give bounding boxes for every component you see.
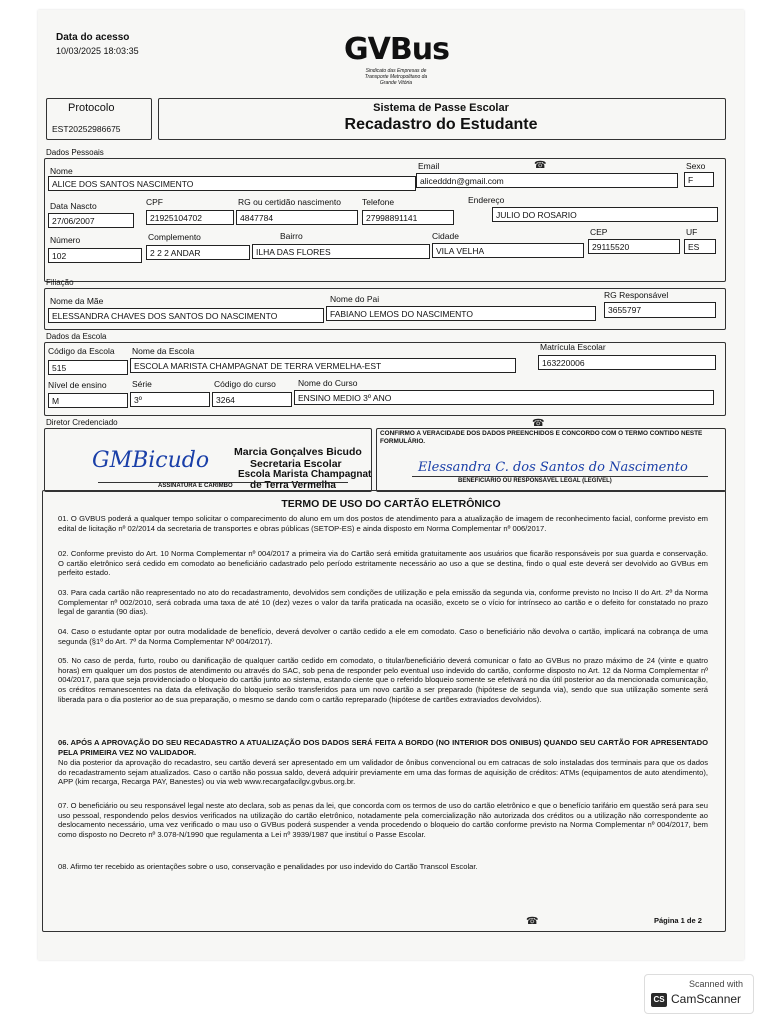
course-code-field[interactable]: 3264: [212, 392, 292, 407]
course-name-label: Nome do Curso: [298, 378, 358, 388]
cpf-label: CPF: [146, 197, 163, 207]
enroll-label: Matrícula Escolar: [540, 342, 606, 352]
number-field[interactable]: 102: [48, 248, 142, 263]
terms-clause-04: 04. Caso o estudante optar por outra modalidade de benefício, deverá devolver o cartão cedido a ele em comodato. Caso o beneficiário não devolva o cartão, implicará na cobrança de uma segunda (§1º do Art. 7º da Norma Complementar Nº 004/2017).: [58, 627, 708, 646]
scan-mark-icon: ☎: [526, 916, 539, 927]
confirm-text: CONFIRMO A VERACIDADE DOS DADOS PREENCHIDOS E CONCORDO COM O TERMO CONTIDO NESTE FORMULÁRIO.: [380, 430, 703, 445]
terms-clause-06: 06. APÓS A APROVAÇÃO DO SEU RECADASTRO A ATUALIZAÇÃO DOS DADOS SERÁ FEITA A BORDO (NO INTERIOR DOS ONIBUS) QUANDO SEU CARTÃO FOR APRESENTADO PELA PRIMEIRA VEZ NO VALIDADOR.: [58, 738, 708, 757]
guardian-signature: Elessandra C. dos Santos do Nascimento: [418, 460, 688, 475]
school-section-title: Dados da Escola: [46, 332, 107, 341]
school-name-field[interactable]: ESCOLA MARISTA CHAMPAGNAT DE TERRA VERMELHA-EST: [130, 358, 516, 373]
terms-clause-02: 02. Conforme previsto do Art. 10 Norma Complementar nº 004/2017 a primeira via do Cartão será emitida gratuitamente aos usuários que ficarão responsáveis por sua guarda e conservação. O cartão eletrônico será cedido em comodato ao beneficiário cadastrado pelo período estritamente necessário ao uso a que se destina, findo o qual este deverá ser devolvido ao GVBus em perfeito estado.: [58, 549, 708, 578]
stamp-name: Marcia Gonçalves Bicudo: [234, 446, 362, 458]
rg-resp-field[interactable]: 3655797: [604, 302, 716, 318]
level-label: Nível de ensino: [48, 380, 107, 390]
father-field[interactable]: FABIANO LEMOS DO NASCIMENTO: [326, 306, 596, 321]
terms-title: TERMO DE USO DO CARTÃO ELETRÔNICO: [281, 498, 501, 510]
form-sheet: [38, 10, 744, 960]
phone-label: Telefone: [362, 197, 395, 207]
phone-field[interactable]: 27998891141: [362, 210, 454, 225]
city-field[interactable]: VILA VELHA: [432, 243, 584, 258]
birth-field[interactable]: 27/06/2007: [48, 213, 134, 228]
name-field[interactable]: ALICE DOS SANTOS NASCIMENTO: [48, 176, 416, 191]
district-label: Bairro: [280, 231, 303, 241]
cpf-field[interactable]: 21925104702: [146, 210, 234, 225]
director-signature: GMBicudo: [92, 448, 210, 473]
district-field[interactable]: ILHA DAS FLORES: [252, 244, 430, 259]
address-label: Endereço: [468, 195, 505, 205]
enroll-field[interactable]: 163220006: [538, 355, 716, 370]
mother-label: Nome da Mãe: [50, 296, 104, 306]
mother-field[interactable]: ELESSANDRA CHAVES DOS SANTOS DO NASCIMENTO: [48, 308, 324, 323]
birth-label: Data Nascto: [50, 201, 97, 211]
name-label: Nome: [50, 166, 73, 176]
zip-label: CEP: [590, 227, 608, 237]
complement-field[interactable]: 2 2 2 ANDAR: [146, 245, 250, 260]
zip-field[interactable]: 29115520: [588, 239, 680, 254]
complement-label: Complemento: [148, 232, 201, 242]
terms-clause-08: 08. Afirmo ter recebido as orientações sobre o uso, conservação e penalidades por uso indevido do Cartão Transcol Escolar.: [58, 862, 478, 871]
scan-mark-icon: ☎: [532, 418, 545, 429]
director-section-title: Diretor Credenciado: [46, 418, 118, 427]
protocol-label: Protocolo: [68, 102, 115, 114]
level-field[interactable]: M: [48, 393, 128, 408]
number-label: Número: [50, 235, 81, 245]
terms-clause-01: 01. O GVBUS poderá a qualquer tempo solicitar o comparecimento do aluno em um dos postos de atendimento para a atualização de imagem de reconhecimento facial, conforme previsto em edital de licitação nº 02/2014 da secretaria de transportes e obras públicas (SETOP-ES) e ainda disposto em Norma Complementar nº 006/2017.: [58, 514, 708, 533]
sex-field[interactable]: F: [684, 172, 714, 187]
rg-resp-label: RG Responsável: [604, 290, 669, 300]
camscanner-logo-icon: CS: [651, 993, 667, 1007]
stamp-role: Secretaria Escolar: [250, 458, 342, 470]
state-field[interactable]: ES: [684, 239, 716, 254]
scan-mark-icon: ☎: [534, 160, 547, 171]
camscanner-name: CamScanner: [671, 992, 742, 1006]
stamp-school-2: de Terra Vermelha: [250, 480, 336, 491]
course-code-label: Código do curso: [214, 379, 276, 389]
terms-clause-07: 07. O beneficiário ou seu responsável legal neste ato declara, sob as penas da lei, que concorda com os termos de uso do cartão eletrônico e que o benefício tarifário em questão será para seu uso pessoal, respondendo pelos desvios verificados na utilização do cartão eletrônico, notadamente pela comercialização não autorizada dos créditos ou a utilização não correspondente ao deslocamento necessário, uma vez verificado o mau uso o GVBus poderá suspender a venda procedendo o bloqueio do cartão conforme previsto na Norma Complementar nº 004/2017, bem como disposto no Decreto nº 3.078-N/1990 que regulamenta a Lei nº 3939/1987 que instituí o Passe Escolar.: [58, 801, 708, 840]
gvbus-logo: GVBus: [344, 32, 449, 67]
terms-clause-06-details: No dia posterior da aprovação do recadastro, seu cartão deverá ser apresentado em um validador de ônibus convencional ou em catracas de solo instaladas dos terminais para que os dados do recadastramento sejam atualizados. Caso o cartão não possua saldo, deverá adquirir previamente em uma das formas de aquisição de créditos: ATMs (equipamentos de auto atendimento), APP (kim recarga, Recarga PAY, Banestes) ou via web www.recargafacilgv.gvbus.org.br.: [58, 758, 708, 787]
guardian-signature-line: [412, 476, 708, 477]
terms-clause-05: 05. No caso de perda, furto, roubo ou danificação de qualquer cartão cedido em comodato, o titular/beneficiário deverá comunicar o fato ao GVBus no prazo máximo de 24 (vinte e quatro horas) em qualquer um dos postos de atendimento ou através do SAC, sob pena de responder pelo eventual uso indevido do cartão, conforme disposto no Art. 12 da Norma Complementar nº 004/2017, para que seja providenciado o bloqueio do cartão junto ao sistema, estando ciente que o referido bloqueio somente se efetivará no dia útil posterior ao da mencionada comunicação, os créditos remanescentes na data da efetivação do bloqueio serão transferidos para um novo cartão a ser preparado (hipótese de segunda via), sendo que sua utilização somente será liberada para o dia posterior ao de sua preparação, o mesmo se dando com o cartão repreparado (hipótese de cartões extraviados devolvidos).: [58, 656, 708, 704]
father-label: Nome do Pai: [330, 294, 380, 304]
scanned-with-label: Scanned with: [688, 979, 743, 989]
terms-clause-03: 03. Para cada cartão não reapresentado no ato do recadastramento, devolvidos sem condições de utilização e pela emissão da segunda via, conforme previsto no Inciso II do Art. 2º da Norma Complementar nº 002/2010, será cobrada uma taxa de até 10 (dez) vezes o valor da tarifa praticada na ocasião, exceto se o vício for intrínseco ao cartão e o defeito for constatado no prazo legal de garantia (90 dias).: [58, 588, 708, 617]
address-field[interactable]: JULIO DO ROSARIO: [492, 207, 718, 222]
rg-field[interactable]: 4847784: [236, 210, 358, 225]
guardian-caption: BENEFICIÁRIO OU RESPONSÁVEL LEGAL (LEGÍVEL): [458, 478, 612, 484]
course-name-field[interactable]: ENSINO MEDIO 3º ANO: [294, 390, 714, 405]
school-name-label: Nome da Escola: [132, 346, 195, 356]
stamp-school-1: Escola Marista Champagnat: [238, 469, 372, 480]
email-field[interactable]: alicedddn@gmail.com: [416, 173, 678, 188]
system-title: Sistema de Passe Escolar: [373, 102, 509, 114]
page-number: Página 1 de 2: [654, 916, 702, 925]
sex-label: Sexo: [686, 161, 706, 171]
director-caption: ASSINATURA E CARIMBO: [158, 483, 233, 489]
grade-label: Série: [132, 379, 152, 389]
filiation-section-title: Filiação: [46, 278, 74, 287]
school-code-label: Código da Escola: [48, 346, 115, 356]
state-label: UF: [686, 227, 698, 237]
logo-subtitle: Sindicato das Empresas de Transporte Metropolitano da Grande Vitória: [364, 68, 428, 86]
camscanner-watermark: [644, 974, 754, 1014]
personal-section-title: Dados Pessoais: [46, 148, 104, 157]
grade-field[interactable]: 3º: [130, 392, 210, 407]
city-label: Cidade: [432, 231, 459, 241]
access-timestamp: 10/03/2025 18:03:35: [56, 46, 139, 56]
rg-label: RG ou certidão nascimento: [238, 197, 341, 207]
email-label: Email: [418, 161, 440, 171]
access-label: Data do acesso: [56, 32, 130, 43]
system-subtitle: Recadastro do Estudante: [344, 116, 538, 133]
protocol-value: EST20252986675: [52, 124, 121, 134]
school-code-field[interactable]: 515: [48, 360, 128, 375]
